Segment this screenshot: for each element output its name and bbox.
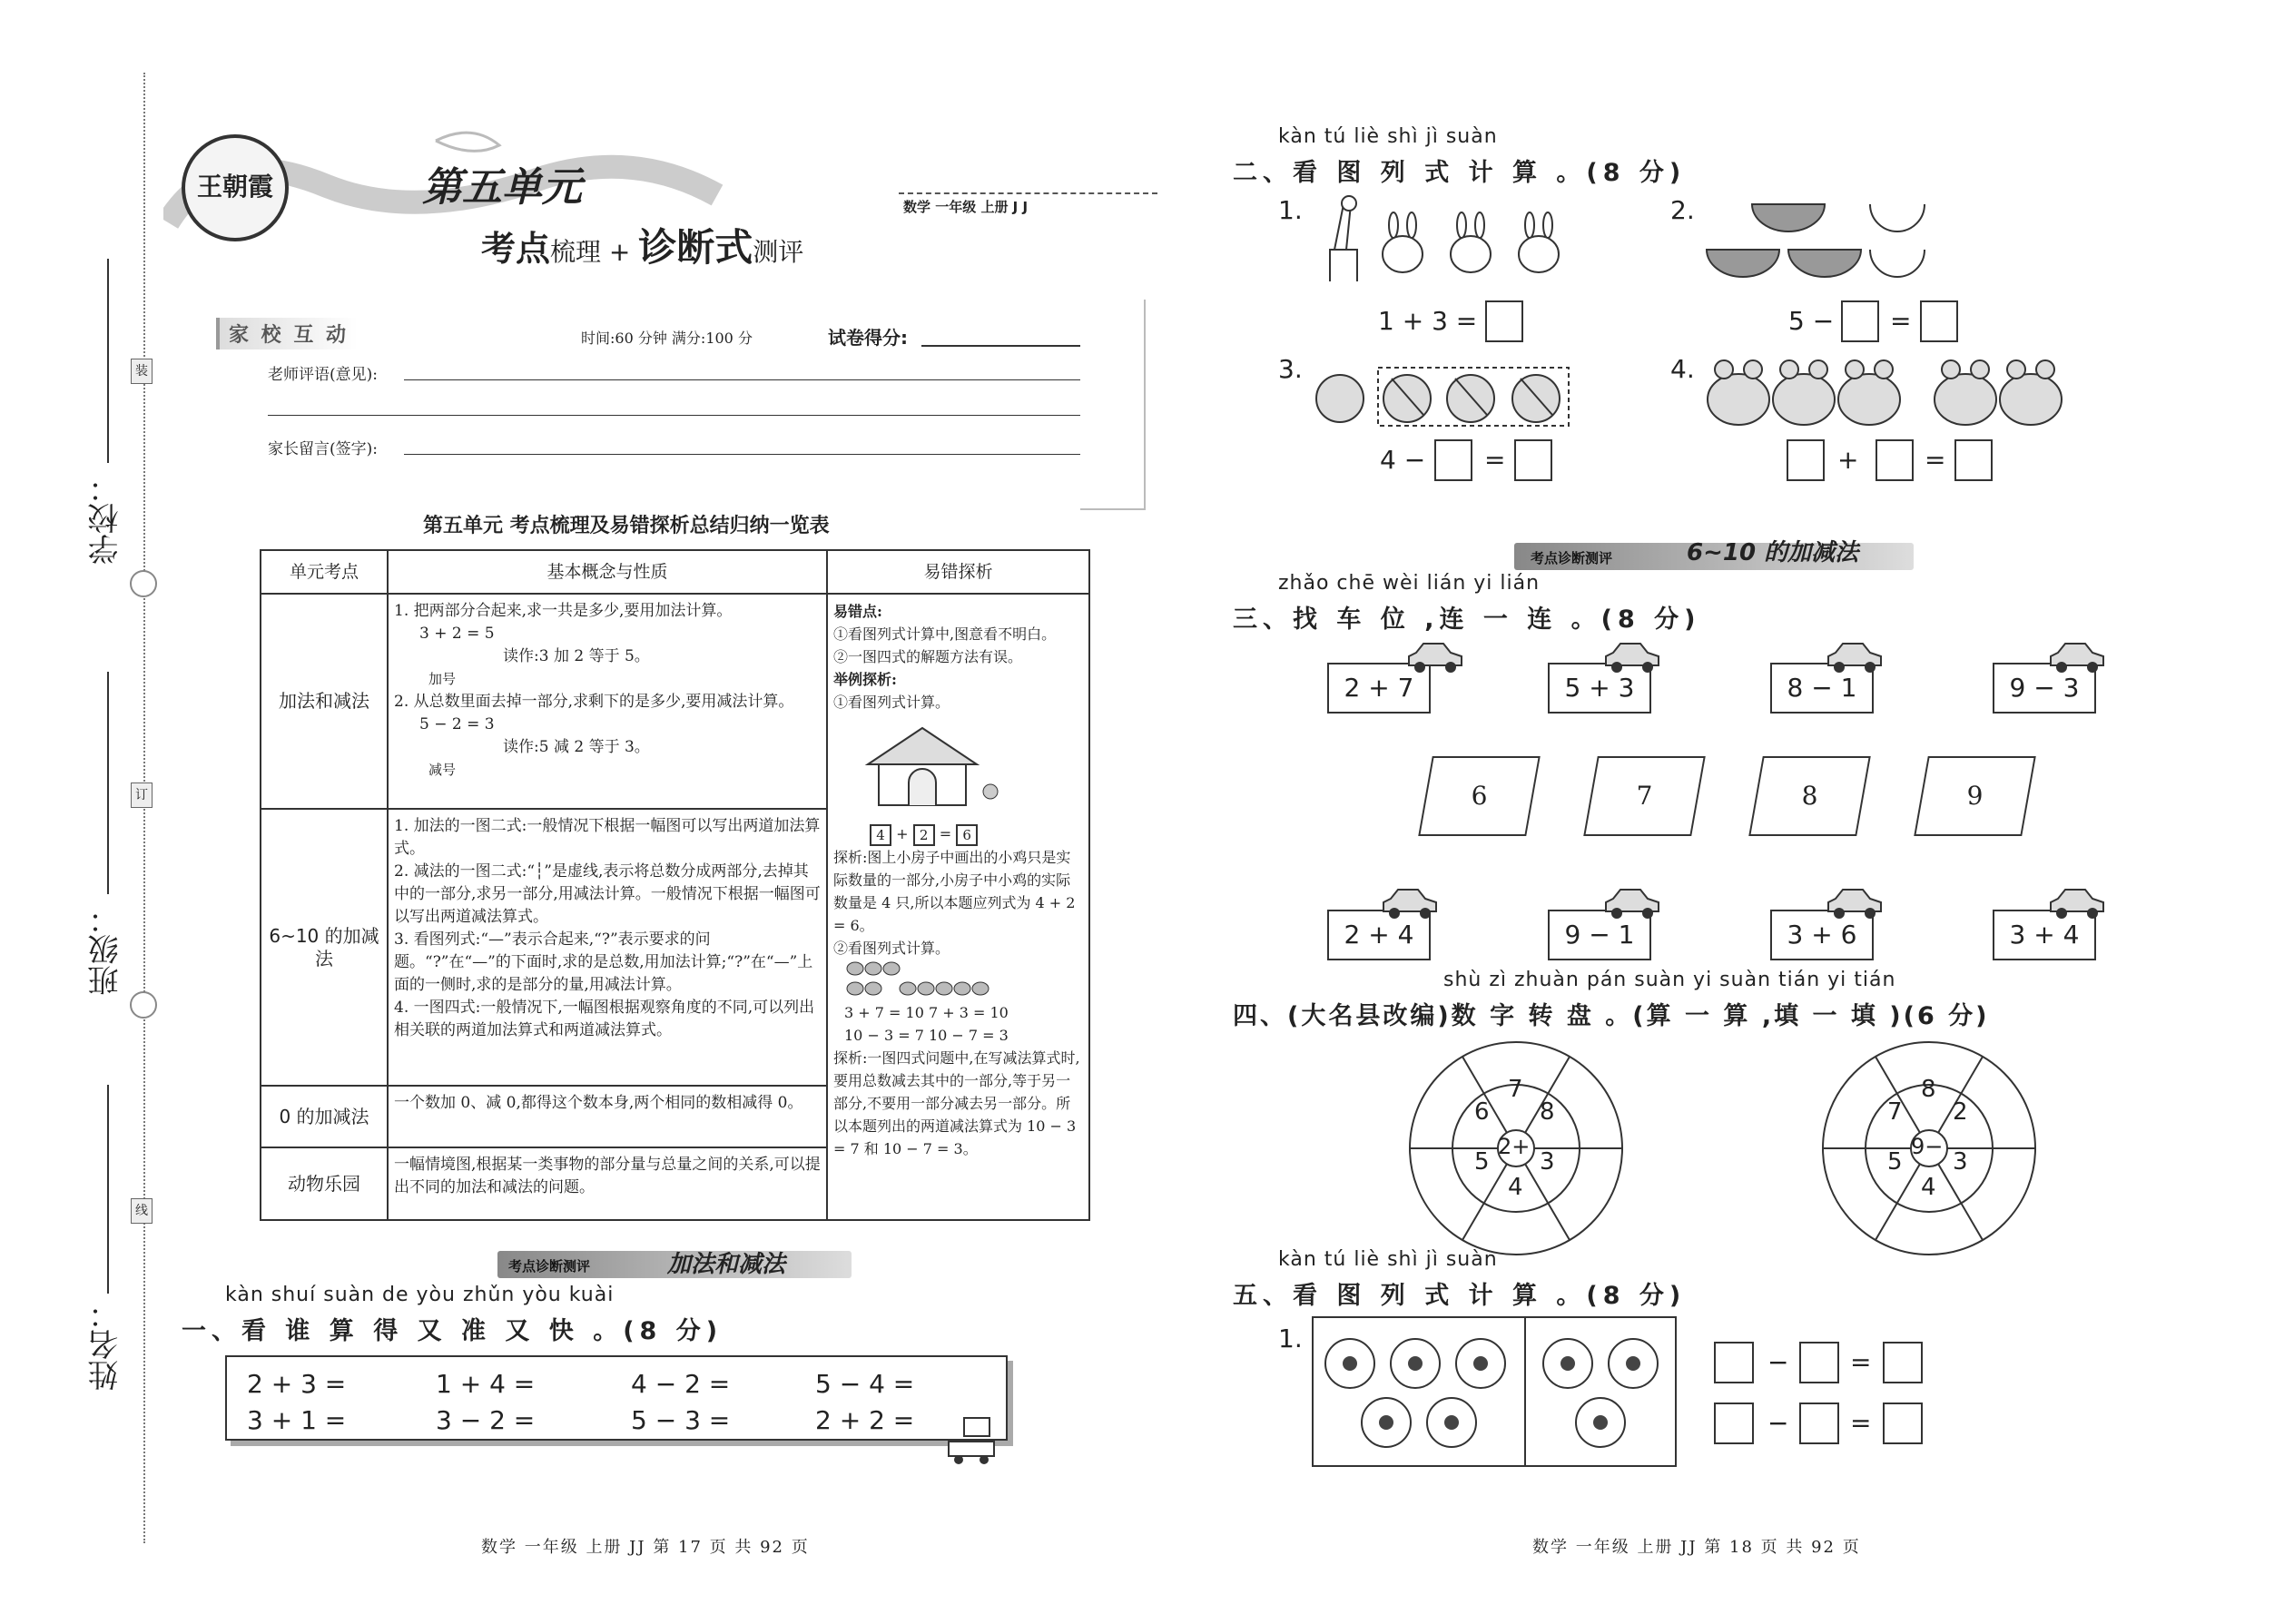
- spot-number: 6: [1471, 781, 1488, 811]
- eq-op: =: [939, 825, 952, 842]
- q3-pinyin: zhǎo chē wèi lián yi lián: [1278, 572, 1541, 595]
- car-top[interactable]: 8 − 1: [1770, 663, 1874, 714]
- parent-comment-line[interactable]: [404, 454, 1080, 455]
- car-top[interactable]: 9 − 3: [1993, 663, 2096, 714]
- q2-equation-4a: +: [1837, 445, 1859, 475]
- car-top[interactable]: 5 + 3: [1548, 663, 1651, 714]
- wheel-number: 4: [1508, 1174, 1523, 1201]
- wheel-number: 3: [1540, 1148, 1555, 1176]
- car-icon: [1380, 886, 1440, 924]
- answer-box[interactable]: [1799, 1342, 1839, 1383]
- concept-line: 3. 看图列式:“—”表示合起来,“?”表示要求的问题。“?”在“—”的下面时,求的是总数,用加法计算;“?”在“—”上面的一侧时,求的是部分的量,用减法计算。: [394, 930, 813, 994]
- teacher-comment-line[interactable]: [404, 379, 1080, 380]
- binding-cut-line: [143, 73, 145, 1543]
- number-wheel-2: [1820, 1039, 2038, 1257]
- concept-line: 2. 减法的一图二式:“┆”是虚线,表示将总数分成两部分,去掉其中的一部分,求另一部分,用减法计算。一般情况下根据一幅图可以写出两道减法算式。: [394, 862, 821, 926]
- q2-title: 二、看 图 列 式 计 算 。(8 分): [1233, 159, 1687, 187]
- q1-title: 一、看 谁 算 得 又 准 又 快 。(8 分): [182, 1317, 724, 1345]
- concept-cell: 一个数加 0、减 0,都得这个数本身,两个相同的数相减得 0。: [388, 1086, 827, 1147]
- eq-box: 2: [913, 824, 935, 846]
- brand-logo: [182, 134, 289, 241]
- error-analysis-cell: [827, 594, 1089, 1220]
- banner-title: 加法和减法: [667, 1251, 786, 1278]
- q1-equation[interactable]: 1 + 4 =: [436, 1369, 536, 1399]
- right-footer: 数学 一年级 上册 JJ 第 18 页 共 92 页: [1532, 1538, 1861, 1557]
- table-header: 基本概念与性质: [388, 550, 827, 594]
- answer-box[interactable]: [1954, 439, 1993, 481]
- q2-item-number: 3.: [1278, 354, 1303, 384]
- example2-equation: 3 + 7 = 10 7 + 3 = 10: [844, 1003, 1009, 1021]
- q2-equation-2a: 5 −: [1788, 306, 1835, 336]
- binding-hole: [130, 570, 157, 597]
- q1-equation[interactable]: 2 + 2 =: [815, 1405, 915, 1435]
- binding-hole: [130, 991, 157, 1019]
- school-blank[interactable]: [107, 259, 109, 463]
- header-subtitle: [481, 218, 803, 272]
- binding-badge: 订: [131, 782, 153, 808]
- car-bottom[interactable]: 9 − 1: [1548, 910, 1651, 960]
- banner-title: 6~10 的加减法: [1687, 539, 1859, 566]
- q2-item-number: 2.: [1670, 195, 1695, 225]
- spot-number: 8: [1801, 781, 1818, 811]
- q2-pinyin: kàn tú liè shì jì suàn: [1278, 125, 1498, 148]
- apples-image: [1305, 366, 1578, 433]
- q5-item-number: 1.: [1278, 1324, 1303, 1353]
- wheel-number: 7: [1887, 1098, 1903, 1126]
- spot-number: 7: [1636, 781, 1653, 811]
- class-label: 班级：: [88, 903, 124, 996]
- table-header: 易错探析: [827, 550, 1089, 594]
- subtitle-b: 梳理 +: [550, 237, 639, 267]
- concept-line: 2. 从总数里面去掉一部分,求剩下的是多少,要用减法计算。: [394, 693, 794, 711]
- q5-title: 五、看 图 列 式 计 算 。(8 分): [1233, 1282, 1687, 1310]
- answer-box[interactable]: [1434, 439, 1472, 481]
- name-blank[interactable]: [107, 1085, 109, 1294]
- score-blank[interactable]: [921, 345, 1080, 347]
- car-icon: [1825, 640, 1885, 678]
- error-heading: 易错点:: [833, 603, 882, 620]
- eq-box: 4: [870, 824, 891, 846]
- example1-analysis: 探析:图上小房子中画出的小鸡只是实际数量的一部分,小房子中小鸡的实际数量是 4 只,所以本题应列式为 4 + 2 = 6。: [833, 848, 1076, 934]
- q2-equation-2b: =: [1890, 306, 1912, 336]
- answer-box[interactable]: [1841, 300, 1879, 342]
- q5-op: −: [1767, 1347, 1789, 1377]
- parent-comment-label: 家长留言(签字):: [268, 440, 378, 458]
- error-point: ①看图列式计算中,图意看不明白。: [833, 625, 1057, 643]
- example2-title: ②看图列式计算。: [833, 939, 950, 957]
- number-wheel-1: [1407, 1039, 1625, 1257]
- topic-cell: 6~10 的加减法: [261, 809, 388, 1086]
- car-icon: [1825, 886, 1885, 924]
- concept-line: 加号: [428, 671, 457, 687]
- wheel-number: 6: [1474, 1098, 1490, 1126]
- concept-line: 读作:3 加 2 等于 5。: [503, 647, 650, 665]
- answer-box[interactable]: [1485, 300, 1523, 342]
- table-header: 单元考点: [261, 550, 388, 594]
- frogs-image: [1702, 349, 2065, 435]
- q2-equation-3b: =: [1484, 445, 1506, 475]
- binding-badge: 线: [131, 1198, 153, 1224]
- eq-box: 6: [956, 824, 978, 846]
- car-top[interactable]: 2 + 7: [1327, 663, 1431, 714]
- header-dashline: [899, 192, 1157, 194]
- concept-cell: [388, 809, 827, 1086]
- teacher-comment-label: 老师评语(意见):: [268, 366, 378, 384]
- car-icon: [1602, 886, 1662, 924]
- wheel-center: 2+: [1498, 1134, 1531, 1159]
- banner-label: 考点诊断测评: [508, 1258, 591, 1275]
- answer-box[interactable]: [1883, 1342, 1923, 1383]
- q5-op: =: [1850, 1347, 1872, 1377]
- time-info: 时间:60 分钟 满分:100 分: [581, 330, 753, 347]
- q3-title: 三、找 车 位 ,连 一 连 。(8 分): [1233, 605, 1701, 634]
- q2-equation-4b: =: [1925, 445, 1946, 475]
- q5-pinyin: kàn tú liè shì jì suàn: [1278, 1248, 1498, 1271]
- banner-label: 考点诊断测评: [1531, 550, 1613, 566]
- wheel-center: 9−: [1911, 1134, 1944, 1159]
- concept-line: 3 + 2 = 5: [419, 625, 495, 643]
- q1-equation[interactable]: 5 − 3 =: [631, 1405, 731, 1435]
- car-bottom[interactable]: 3 + 4: [1993, 910, 2096, 960]
- topic-cell: 动物乐园: [261, 1147, 388, 1220]
- topic-cell: 加法和减法: [261, 594, 388, 809]
- eq-op: +: [896, 825, 909, 842]
- score-label: 试卷得分:: [828, 327, 908, 349]
- example1-title: ①看图列式计算。: [833, 694, 950, 711]
- answer-box[interactable]: [1799, 1403, 1839, 1444]
- watermelon-image: [1702, 195, 1929, 299]
- car-icon: [2047, 886, 2107, 924]
- q1-equation[interactable]: 2 + 3 =: [247, 1369, 347, 1399]
- teacher-comment-line[interactable]: [268, 415, 1080, 416]
- example2-equation: 10 − 3 = 7 10 − 7 = 3: [844, 1026, 1009, 1044]
- parking-spot[interactable]: [1583, 756, 1706, 836]
- car-bottom[interactable]: 3 + 6: [1770, 910, 1874, 960]
- wheel-number: 8: [1540, 1098, 1555, 1126]
- answer-box[interactable]: [1920, 300, 1958, 342]
- q1-equation[interactable]: 4 − 2 =: [631, 1369, 731, 1399]
- concept-cell: [388, 594, 827, 809]
- wheel-number: 5: [1474, 1148, 1490, 1176]
- q2-item-number: 1.: [1278, 195, 1303, 225]
- concept-cell: 一幅情境图,根据某一类事物的部分量与总量之间的关系,可以提出不同的加法和减法的问题。: [388, 1147, 827, 1220]
- class-blank[interactable]: [107, 672, 109, 894]
- answer-box[interactable]: [1714, 1342, 1754, 1383]
- parking-spot[interactable]: [1418, 756, 1541, 836]
- name-label: 姓名：: [88, 1298, 124, 1391]
- answer-box[interactable]: [1787, 439, 1825, 481]
- binding-badge: 装: [131, 359, 153, 384]
- q1-pinyin: kàn shuí suàn de yòu zhǔn yòu kuài: [225, 1284, 615, 1306]
- concept-line: 4. 一图四式:一般情况下,一幅图根据观察角度的不同,可以列出相关联的两道加法算式和两道减法算式。: [394, 999, 815, 1039]
- soccer-balls-image: [1312, 1316, 1677, 1467]
- wheel-number: 7: [1508, 1076, 1523, 1103]
- summary-table: [260, 549, 1090, 1221]
- answer-box[interactable]: [1883, 1403, 1923, 1444]
- q2-equation-1: 1 + 3 =: [1378, 306, 1478, 336]
- concept-line: 1. 把两部分合起来,求一共是多少,要用加法计算。: [394, 602, 733, 620]
- concept-line: 减号: [428, 762, 457, 778]
- q2-equation-3a: 4 −: [1380, 445, 1426, 475]
- topic-cell: 0 的加减法: [261, 1086, 388, 1147]
- truck-icon: [944, 1416, 1008, 1470]
- concept-line: 5 − 2 = 3: [419, 715, 495, 733]
- car-icon: [1602, 640, 1662, 678]
- answer-box[interactable]: [1514, 439, 1552, 481]
- answer-box[interactable]: [1876, 439, 1914, 481]
- q4-pinyin: shù zì zhuàn pán suàn yi suàn tián yi tián: [1443, 969, 1896, 991]
- concept-line: 读作:5 减 2 等于 3。: [503, 738, 650, 756]
- parking-spot[interactable]: [1914, 756, 2036, 836]
- q1-equation[interactable]: 3 + 1 =: [247, 1405, 347, 1435]
- wheel-number: 4: [1921, 1174, 1936, 1201]
- sheep-illustration: [833, 960, 1083, 1001]
- subtitle-c: 诊断式: [638, 225, 753, 270]
- concept-line: 1. 加法的一图二式:一般情况下根据一幅图可以写出两道加法算式。: [394, 817, 821, 858]
- car-icon: [2047, 640, 2107, 678]
- subtitle-a: 考点: [481, 229, 551, 269]
- car-icon: [1405, 640, 1465, 678]
- example2-analysis: 探析:一图四式问题中,在写减法算式时,要用总数减去其中的一部分,等于另一部分,不要用一部分减去另一部分。所以本题列出的两道减法算式为 10 − 3 = 7 和 10 − 7 = 3。: [833, 1048, 1080, 1157]
- q1-equation[interactable]: 5 − 4 =: [815, 1369, 915, 1399]
- house-illustration: [833, 714, 1083, 822]
- unit-title: 第五单元: [422, 164, 582, 211]
- answer-box[interactable]: [1714, 1403, 1754, 1444]
- home-school-heading: 家 校 互 动: [216, 318, 358, 349]
- q5-op: =: [1850, 1408, 1872, 1438]
- left-footer: 数学 一年级 上册 JJ 第 17 页 共 92 页: [481, 1538, 810, 1557]
- q5-op: −: [1767, 1408, 1789, 1438]
- table-title: 第五单元 考点梳理及易错探析总结归纳一览表: [423, 515, 830, 537]
- wheel-number: 2: [1953, 1098, 1968, 1126]
- q2-item-number: 4.: [1670, 354, 1695, 384]
- wheel-number: 3: [1953, 1148, 1968, 1176]
- wheel-number: 8: [1921, 1076, 1936, 1103]
- spot-number: 9: [1966, 781, 1984, 811]
- header-corner-frame: [1080, 300, 1146, 510]
- parking-spot[interactable]: [1748, 756, 1871, 836]
- example-heading: 举例探析:: [833, 671, 897, 688]
- wheel-number: 5: [1887, 1148, 1903, 1176]
- q4-title: 四、(大名县改编)数 字 转 盘 。(算 一 算 ,填 一 填 )(6 分): [1233, 1002, 1990, 1030]
- example1-equation: [833, 822, 1083, 846]
- subtitle-d: 测评: [753, 237, 804, 267]
- error-point: ②一图四式的解题方法有误。: [833, 648, 1023, 665]
- brand-name: 王朝霞: [196, 172, 273, 202]
- q1-equation[interactable]: 3 − 2 =: [436, 1405, 536, 1435]
- grade-tag: 数学 一年级 上册 J J: [903, 199, 1029, 215]
- school-label: 学校：: [88, 472, 124, 565]
- car-bottom[interactable]: 2 + 4: [1327, 910, 1431, 960]
- giraffe-rabbits-image: [1307, 191, 1580, 294]
